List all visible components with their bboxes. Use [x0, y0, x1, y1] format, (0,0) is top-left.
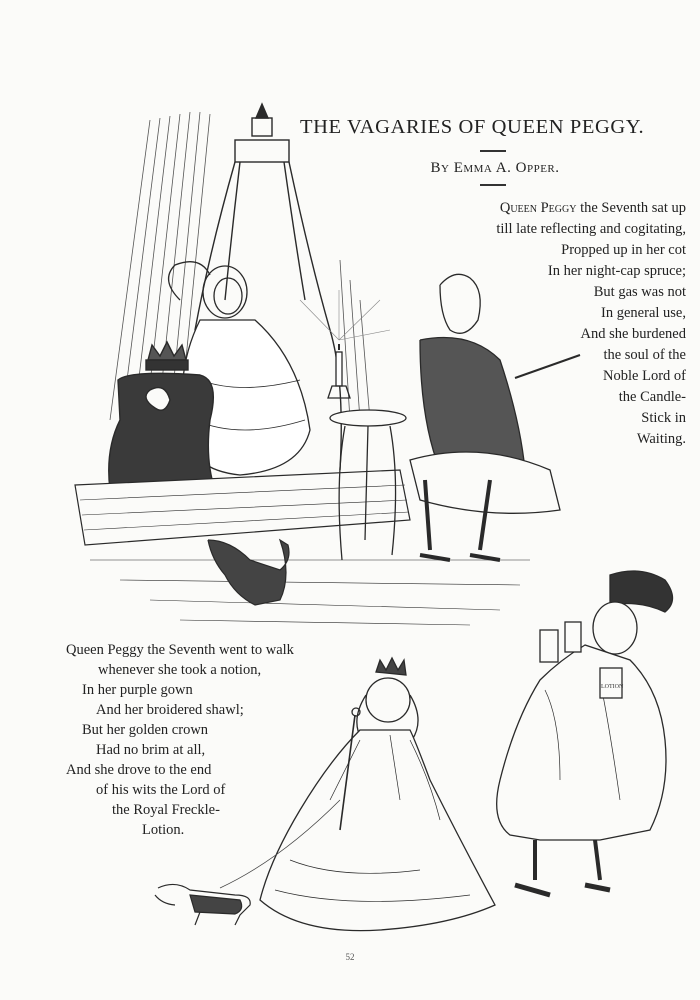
stanza-1-line: But gas was not [593, 284, 686, 300]
stanza-1-line: In general use, [601, 305, 686, 321]
stanza-1-line: the soul of the [603, 347, 686, 363]
stanza-1-line: Noble Lord of [603, 368, 686, 384]
stanza-2-line: Lotion. [142, 822, 185, 838]
stanza-1-line [500, 198, 686, 219]
stanza-1-line: Stick in [641, 410, 686, 426]
walking-dog [155, 884, 250, 925]
stanza-2-line: And her broidered shawl; [96, 702, 244, 718]
stanza-1-line-rest: the Seventh sat up [576, 200, 686, 216]
stanza-1-line: And she burdened [580, 326, 686, 342]
title-rule [480, 150, 506, 152]
article-title: THE VAGARIES OF QUEEN PEGGY. [300, 116, 645, 138]
byline: By Emma A. Opper. [430, 160, 560, 176]
stanza-1-line: In her night-cap spruce; [547, 263, 686, 279]
page-number: 52 [345, 952, 355, 962]
stanza-1-line: Propped up in her cot [561, 242, 686, 258]
stanza-1-line: till late reflecting and cogitating, [496, 221, 686, 237]
stanza-2-line: Queen Peggy the Seventh went to walk [66, 642, 294, 658]
bottle-label: LOTION [601, 684, 624, 690]
stanza-2-line: of his wits the Lord of [96, 782, 226, 798]
stanza-2-line: In her purple gown [82, 682, 193, 698]
stanza-2-line: And she drove to the end [66, 762, 212, 778]
stanza-2-line: Had no brim at all, [96, 742, 206, 758]
stanza-2-line: the Royal Freckle- [112, 802, 220, 818]
lord-freckle-lotion [497, 571, 673, 895]
stanza-1-line: Waiting. [636, 431, 686, 447]
stanza-2-line: whenever she took a notion, [98, 662, 262, 678]
byline-rule [480, 184, 506, 186]
queen-walking [260, 658, 495, 931]
stanza-1-line: the Candle- [618, 389, 686, 405]
stanza-1-lead-caps: Queen Peggy [499, 200, 577, 216]
stanza-2-line: But her golden crown [82, 722, 209, 738]
